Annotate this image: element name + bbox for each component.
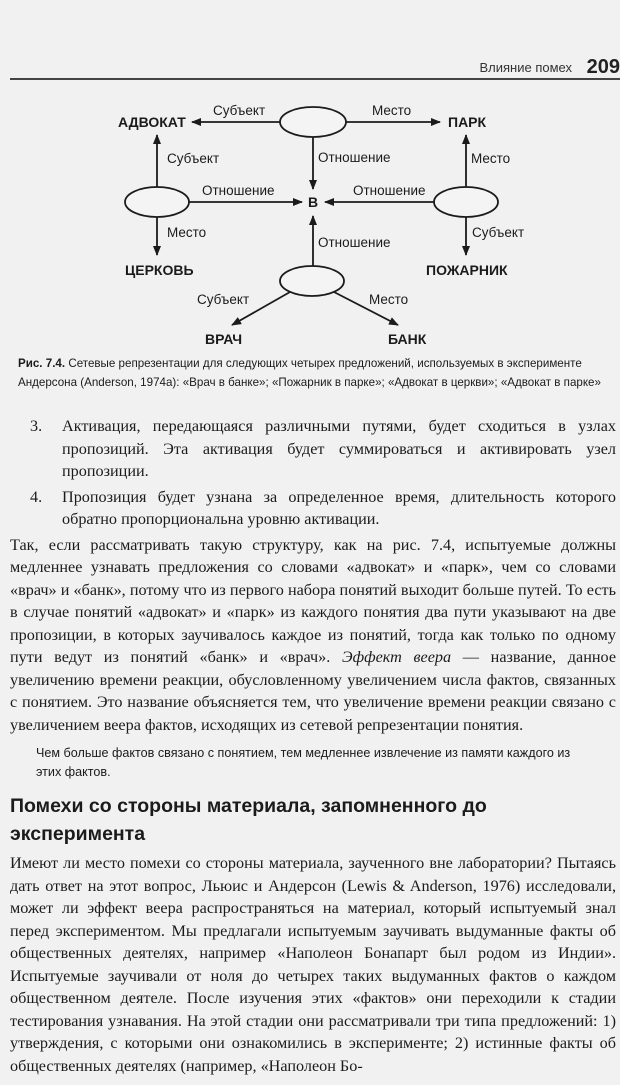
running-header: [10, 56, 620, 80]
label-top-relation: Отношение: [318, 150, 391, 165]
network-diagram: [0, 85, 620, 350]
header-title: Влияние помех: [479, 60, 572, 75]
proposition-node-top: [280, 107, 346, 137]
paragraph-text: — название, данное увеличению времени реакции, обусловленному увеличением числа фактов, связанных с понятием. Это название объясняется тем, что увеличение времени реакции связано с увеличением веера фактов, исходящих из сетевой репрезентации понятия.: [10, 648, 617, 734]
label-left-subject: Субъект: [167, 151, 220, 166]
label-right-relation: Отношение: [353, 183, 426, 198]
paragraph-fan-effect: [10, 534, 616, 737]
label-left-relation: Отношение: [202, 183, 275, 198]
label-left-place: Место: [167, 225, 207, 240]
node-advokat: АДВОКАТ: [118, 114, 186, 130]
label-top-subject: Субъект: [213, 103, 266, 118]
list-item-number: 3.: [30, 417, 43, 435]
label-bottom-place: Место: [369, 292, 409, 307]
section-heading: Помехи со стороны материала, запомненного до эксперимента: [10, 795, 487, 845]
node-park: ПАРК: [448, 114, 487, 130]
label-top-place: Место: [372, 103, 412, 118]
page-number: 209: [586, 56, 620, 78]
label-right-place: Место: [471, 151, 511, 166]
list-item-text: Активация, передающаяся различными путями, будет сходиться в узлах пропозиций. Эта активация будет суммироваться и активировать узел пропозиции.: [62, 417, 616, 480]
node-vrach: ВРАЧ: [205, 331, 243, 347]
list-item-text: Пропозиция будет узнана за определенное время, длительность которого обратно пропорциональна уровню активации.: [62, 487, 616, 528]
header-rule: [10, 78, 620, 80]
list-item-number: 4.: [30, 487, 43, 506]
caption-number: Рис. 7.4.: [18, 357, 66, 370]
proposition-node-left: [125, 187, 189, 217]
label-right-subject: Субъект: [472, 225, 525, 240]
caption-text: Сетевые репрезентации для следующих четырех предложений, используемых в эксперименте Андерсона (Anderson, 1974а): «Врач в банке»; «Пожарник в парке»; «Адвокат в церкви»; «Адвокат в парке»: [18, 357, 601, 389]
key-point-note: Чем больше фактов связано с понятием, тем медленнее извлечение из памяти каждого из этих фактов.: [36, 746, 571, 779]
paragraph-text: Так, если рассматривать такую структуру, как на рис. 7.4, испытуемые должны медленнее узнавать предложения со словами «адвокат» и «парк», чем со словами «врач» и «банк», потому что из первого набора понятий выходит больше путей. То есть в случае понятий «адвокат» и «парк» из каждого понятия два пути указывают на две пропозиции, в которых заучивалось каждое из понятий, тогда как только по одному пути ведут из понятий «банк» и «врач».: [10, 535, 616, 666]
node-bank: БАНК: [388, 331, 427, 347]
figure-caption: [18, 354, 616, 392]
label-bottom-subject: Субъект: [197, 292, 250, 307]
main-text: [10, 415, 616, 1077]
node-tserkov: ЦЕРКОВЬ: [125, 262, 194, 278]
proposition-node-right: [434, 187, 498, 217]
node-center: В: [308, 194, 319, 210]
term-fan-effect: Эффект веера: [342, 648, 452, 666]
list-item: [10, 415, 616, 483]
node-pozharnik: ПОЖАРНИК: [426, 262, 508, 278]
list-item: [10, 486, 616, 531]
label-bottom-relation: Отношение: [318, 235, 391, 250]
paragraph-lewis-anderson: Имеют ли место помехи со стороны материала, заученного вне лаборатории? Пытаясь дать ответ на этот вопрос, Льюис и Андерсон (Lewis & Anderson, 1976) исследовали, может ли эффект веера распространяться на материал, который испытуемый знал перед экспериментом. Мы предлагали испытуемым заучивать выдуманные факты об общественных деятелях, например «Наполеон Бонапарт был родом из Индии». Испытуемые заучивали от ноля до четырех таких выдуманных фактов о каждом общественном деятеле. После изучения этих «фактов» они переходили к стадии тестирования узнавания. На этой стадии они рассматривали три типа предложений: 1) утверждения, с которыми они ознакомились в эксперименте; 2) истинные факты об общественных деятелях (например, «Наполеон Бо-: [10, 854, 616, 1075]
